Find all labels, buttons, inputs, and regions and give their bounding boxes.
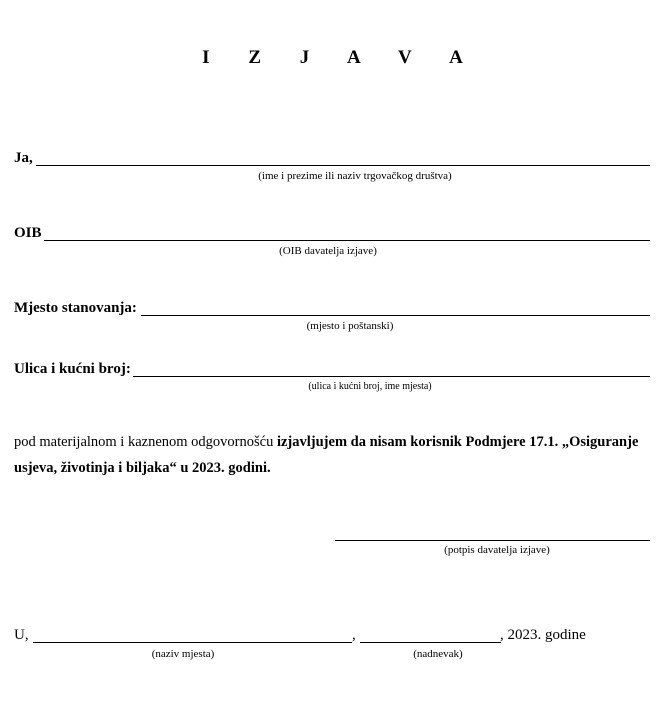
signature-line[interactable] [335, 540, 650, 541]
oib-label: OIB [14, 225, 42, 241]
statement-paragraph [14, 429, 654, 481]
statement-declaration: izjavljujem da nisam korisnik Podmjere 17.1. „Osiguranje usjeva, životinja i biljaka“ u 2023. godini. [14, 434, 639, 476]
date-input-line[interactable] [360, 642, 501, 643]
residence-label: Mjesto stanovanja: [14, 300, 137, 316]
street-label: Ulica i kućni broj: [14, 361, 131, 377]
oib-hint: (OIB davatelja izjave) [279, 245, 377, 257]
oib-input-line[interactable] [44, 240, 650, 241]
residence-input-line[interactable] [141, 315, 650, 316]
date-hint: (nadnevak) [413, 648, 463, 660]
street-input-line[interactable] [133, 376, 650, 377]
street-hint: (ulica i kućni broj, ime mjesta) [308, 381, 432, 392]
document-title: I Z J A V A [202, 47, 480, 68]
statement-intro: pod materijalnom i kaznenom odgovornošću [14, 434, 277, 450]
footer-year: , 2023. godine [500, 627, 586, 643]
footer-comma: , [352, 627, 356, 643]
name-label: Ja, [14, 150, 33, 166]
footer-prefix: U, [14, 627, 29, 643]
place-hint: (naziv mjesta) [151, 648, 215, 660]
place-input-line[interactable] [33, 642, 352, 643]
name-input-line[interactable] [36, 165, 650, 166]
signature-hint: (potpis davatelja izjave) [444, 544, 550, 556]
name-hint: (ime i prezime ili naziv trgovačkog društva) [258, 170, 452, 182]
residence-hint: (mjesto i poštanski) [306, 320, 394, 332]
